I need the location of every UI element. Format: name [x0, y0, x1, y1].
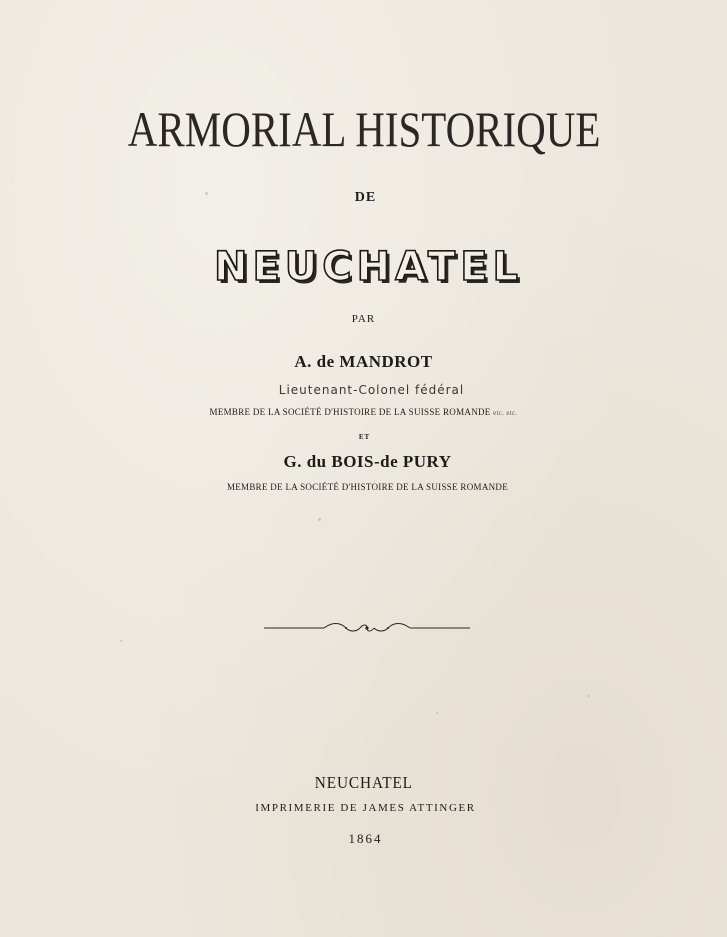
city-title: NEUCHATEL — [213, 244, 524, 290]
paper-speck — [318, 518, 321, 521]
imprint-printer: IMPRIMERIE DE JAMES ATTINGER — [255, 802, 476, 814]
author-membership-2: MEMBRE DE LA SOCIÉTÉ D'HISTOIRE DE LA SUISSE ROMANDE — [226, 482, 509, 492]
author-name-1: A. de MANDROT — [294, 352, 433, 371]
author-membership-1 — [0, 407, 727, 417]
by-label: PAR — [351, 313, 376, 325]
paper-speck — [205, 192, 208, 195]
membership-etc: etc. etc. — [493, 409, 518, 417]
imprint-city: NEUCHATEL — [314, 773, 413, 792]
paper-speck — [436, 712, 438, 714]
author-rank-1: Lieutenant-Colonel fédéral — [278, 383, 465, 397]
membership-text-1: MEMBRE DE LA SOCIÉTÉ D'HISTOIRE DE LA SUISSE ROMANDE — [209, 407, 491, 417]
title-preposition: DE — [354, 190, 377, 205]
author-name-2: G. du BOIS-de PURY — [283, 452, 452, 471]
paper-speck — [120, 640, 122, 642]
paper-speck — [588, 695, 590, 697]
imprint-year: 1864 — [348, 831, 383, 846]
and-label: ET — [358, 433, 371, 441]
main-title: ARMORIAL HISTORIQUE — [127, 101, 601, 157]
ornamental-divider-icon — [262, 619, 472, 637]
